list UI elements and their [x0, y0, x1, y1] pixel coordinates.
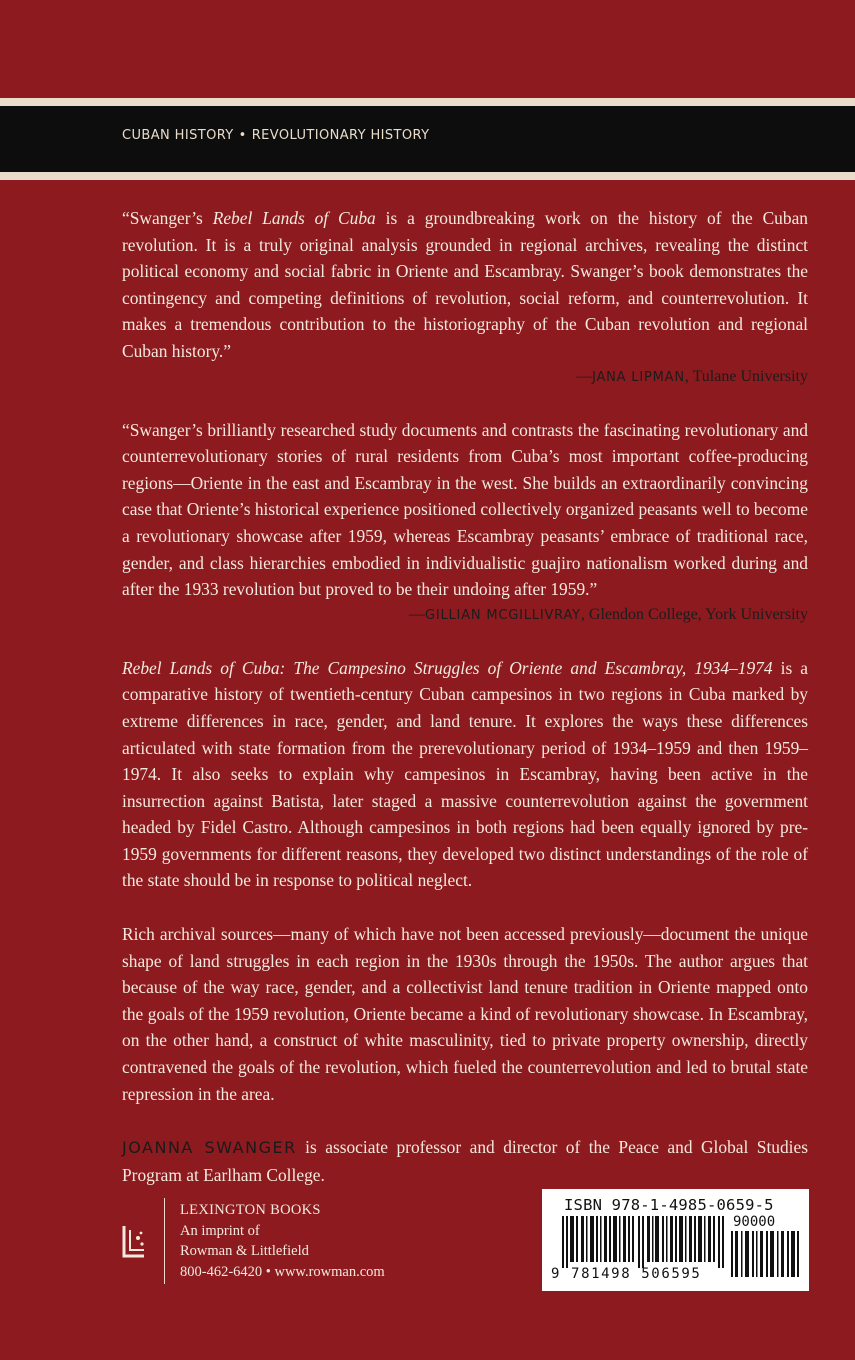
- book-description: Rebel Lands of Cuba: The Campesino Struggles of Oriente and Escambray, 1934–1974 is a comparative history of twentieth-century Cuban campesinos in two regions in Cuba marked by extreme differences in race, gender, and land tenure. It explores the ways these differences articulated with state formation from the prerevolutionary period of 1934–1959 and then 1959–1974. It also seeks to explain why campesinos in Escambray, having been active in the insurrection against Batista, later staged a massive counterrevolution against the government headed by Fidel Castro. Although campesinos in both regions had been equally ignored by pre-1959 governments for different reasons, they developed two distinct understandings of the role of the state should be in response to political neglect.: [122, 657, 809, 891]
- endorser-name: GILLIAN MCGILLIVRAY: [424, 607, 581, 623]
- book-full-title: Rebel Lands of Cuba: The Campesino Struggles of Oriente and Escambray, 1934–1974: [122, 657, 773, 678]
- blurb-lipman: “Swanger’s Rebel Lands of Cuba is a groundbreaking work on the history of the Cuban revolution. It is a truly original analysis grounded in regional archives, revealing the distinct political economy and social fabric in Oriente and Escambray. Swanger’s book demonstrates the contingency and competing definitions of revolution, social reform, and counterrevolution. It makes a tremendous contribution to the historiography of the Cuban revolution and regional Cuban history.”: [122, 208, 808, 361]
- back-cover-text: [122, 205, 808, 1188]
- publisher-divider: [164, 1198, 165, 1284]
- barcode-digits: 9 781498 506595: [551, 1266, 702, 1282]
- book-title-italic: Rebel Lands of Cuba: [212, 208, 376, 228]
- author-name: JOANNA SWANGER: [122, 1138, 297, 1158]
- publisher-info: [180, 1200, 385, 1282]
- price-code: 90000: [733, 1214, 776, 1230]
- category-separator: •: [238, 128, 247, 143]
- subject-categories: [122, 128, 429, 143]
- book-description-continued: Rich archival sources—many of which have not been accessed previously—document the unique shape of land struggles in each region in the 1930s through the 1950s. The author argues that because of the way race, gender, and a collectivist land tenure tradition in Oriente mapped onto the goals of the 1959 revolution, Oriente became a kind of revolutionary showcase. In Escambray, on the other hand, a construct of white masculinity, tied to private property ownership, directly contravened the goals of the revolution, which fueled the counterrevolution and led to brutal state repression in the area.: [122, 924, 808, 1104]
- blurb-mcgillivray-attribution: —GILLIAN MCGILLIVRAY, Glendon College, York University: [408, 605, 808, 623]
- category-revolutionary-history: REVOLUTIONARY HISTORY: [251, 128, 430, 143]
- endorser-institution: , Tulane University: [684, 367, 808, 385]
- isbn-label: ISBN 978-1-4985-0659-5: [564, 1196, 774, 1214]
- addon-bars: [731, 1231, 801, 1277]
- band-bottom-rule: [0, 172, 855, 180]
- blurb-lipman-attribution: —JANA LIPMAN, Tulane University: [576, 367, 808, 385]
- ean13-bars: [562, 1216, 724, 1268]
- publisher-contact: 800-462-6420 • www.rowman.com: [180, 1263, 385, 1280]
- category-cuban-history: CUBAN HISTORY: [122, 128, 234, 143]
- endorser-name: JANA LIPMAN: [592, 369, 685, 385]
- blurb-mcgillivray: “Swanger’s brilliantly researched study documents and contrasts the fascinating revolutionary and counterrevolutionary stories of rural residents from Cuba’s most important coffee-producing regions—Oriente in the east and Escambray in the west. She builds an extraordinarily convincing case that Oriente’s historical experience positioned collectively organized peasants well to become a revolutionary showcase after 1959, whereas Escambray peasants’ embrace of traditional race, gender, and class hierarchies embodied in individualistic guajiro nationalism worked during and after the 1933 revolution but proved to be their undoing after 1959.”: [122, 419, 808, 600]
- author-bio: JOANNA SWANGER is associate professor and director of the Peace and Global Studies Program at Earlham College.: [122, 1137, 808, 1185]
- band-top-rule: [0, 98, 855, 106]
- publisher-imprint-line: An imprint of: [180, 1222, 260, 1239]
- endorser-institution: , Glendon College, York University: [580, 605, 808, 623]
- publisher-parent: Rowman & Littlefield: [180, 1243, 309, 1259]
- lexington-logo-icon: [122, 1224, 146, 1258]
- publisher-name: LEXINGTON BOOKS: [180, 1202, 321, 1218]
